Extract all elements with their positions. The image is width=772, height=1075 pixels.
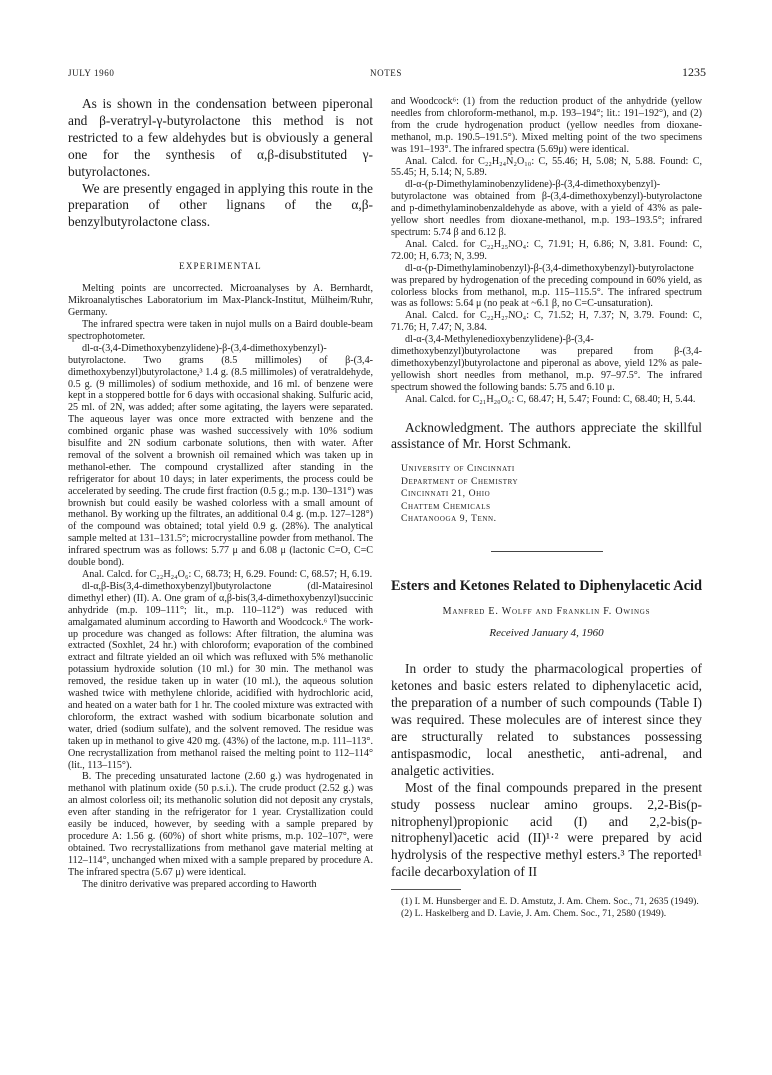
- footnote: (1) I. M. Hunsberger and E. D. Amstutz, J. Am. Chem. Soc., 71, 2635 (1949).: [401, 896, 699, 908]
- analysis-paragraph: Anal. Calcd. for C₂₂H₂₄N₂O₁₀: C, 55.46; H, 5.08; N, 5.88. Found: C, 55.45; H, 5.14; N, 5.89.: [391, 155, 702, 179]
- address-line: University of Cincinnati: [401, 463, 515, 475]
- experimental-paragraph: dl-α-(3,4-Dimethoxybenzylidene)-β-(3,4-dimethoxybenzyl)-butyrolactone. Two grams (8.5 millimoles) of β-(3,4-dimethoxybenzyl)butyrolactone,³ 1.4 g. (8.5 millimoles) of veratraldehyde, 0.5 g. (9 millimoles) of sodium methoxide, and 16 ml. of benzene were kept in a stoppered bottle for 6 days with occasional shaking. Sulfuric acid, 25 ml. of 2N, was added; after some agitating, the layers were separated. The aqueous layer was once more extracted with benzene and the combined organic phase was washed successively with 10% sodium bisulfite and 2N sodium carbonate solutions, then with water. After removal of the solvent a brownish oil remained which was taken up in methanol-ether. The compound crystallized after standing in the refrigerator for about 10 days; in later experiments, the process could be accelerated by seeding. The crude first fraction (0.5 g.; m.p. 130–131°) was brownish but could easily be washed colorless with a small amount of methanol. By working up the filtrates, an additional 0.4 g. (m.p. 127–128°) of the compound was obtained; total yield 0.9 g. (28%). The analytical sample melted at 131–131.5°; microcrystalline powder from methanol. The infrared spectrum was as follows: 5.77 μ and 6.08 μ (lactonic C=O, C=C double bond).: [68, 342, 373, 569]
- analysis-paragraph: Anal. Calcd. for C₂₁H₂₀O₆: C, 68.47; H, 5.47; Found: C, 68.40; H, 5.44.: [405, 393, 696, 405]
- affiliation-block: [391, 463, 702, 525]
- address-line: Chatanooga 9, Tenn.: [401, 513, 497, 524]
- experimental-paragraph: The infrared spectra were taken in nujol mulls on a Baird double-beam spectrophotometer.: [68, 318, 373, 342]
- experimental-paragraph: Melting points are uncorrected. Microanalyses by A. Bernhardt, Mikroanalytisches Laboratorium im Max-Planck-Institut, Mülheim/Ruhr, Germany.: [68, 283, 373, 319]
- left-column: [68, 96, 373, 890]
- experimental-paragraph: dl-α-(3,4-Methylenedioxybenzylidene)-β-(3,4-dimethoxybenzyl)butyrolactone was prepared from β-(3,4-dimethoxybenzyl)butyrolactone and piperonal as above, yield 12% as pale-yellowish short needles from methanol, m.p. 97–97.5°. The infrared spectrum showed the following bands: 5.75 and 6.10 μ.: [391, 334, 702, 393]
- address-line: Chattem Chemicals: [401, 500, 491, 512]
- footnote-divider: [391, 889, 461, 890]
- running-head-date: JULY 1960: [68, 68, 115, 78]
- experimental-paragraph: B. The preceding unsaturated lactone (2.60 g.) was hydrogenated in methanol with platinum oxide (50 p.s.i.). The crude product (2.52 g.) was an almost colorless oil; its methanolic solution did not deposit any crystals, even after standing in the refrigerator for 1 year. Crystallization could easily be induced, however, by seeding with a sample prepared by procedure A: 1.56 g. (60%) of short white prisms, m.p. 102–107°, were obtained. Two recrystallizations from methanol gave material melting at 112–114°, unchanged when mixed with a sample prepared by procedure A. The infrared spectra (5.67 μ) were identical.: [68, 771, 373, 878]
- running-head-section: NOTES: [370, 68, 402, 78]
- experimental-paragraph: dl-α,β-Bis(3,4-dimethoxybenzyl)butyrolactone (dl-Matairesinol dimethyl ether) (II). A. One gram of α,β-bis(3,4-dimethoxybenzyl)succinic anhydride (m.p. 109–111°; lit., m.p. 110–112°) was reduced with amalgamated aluminum according to Haworth and Woodcock.⁶ The work-up procedure was changed as follows: After filtration, the alumina was extracted (Soxhlet, 24 hr.) with chloroform; evaporation of the combined extract and filtrate yielded an oil which was refluxed with 5% methanolic potassium hydroxide solution (10 ml.) for 30 min. The methanol was removed, the residue taken up in water (10 ml.), the aqueous solution washed twice with methylene chloride, acidified with hydrochloric acid, and heated on a water bath for 1 hr. The cooled mixture was extracted with chloroform, the extract washed with sodium bicarbonate solution and water, dried (sodium sulfate), and the solvent removed. The residue was taken up in methanol to give 420 mg. (43%) of the lactone, m.p. 111–113°. One recrystallization from methanol raised the melting point to 112–114° (lit., 113–115°).: [68, 580, 373, 771]
- page-number: 1235: [682, 65, 706, 79]
- experimental-paragraph: dl-α-(p-Dimethylaminobenzyl)-β-(3,4-dimethoxybenzyl)-butyrolactone was prepared by hydrogenation of the preceding compound in 60% yield, as colorless blocks from methanol, m.p. 115–115.5°. The infrared spectrum was as follows: 5.64 μ (no peak at ~6.1 β, no C=C-unsaturation).: [391, 262, 702, 310]
- footnote: (2) L. Haskelberg and D. Lavie, J. Am. Chem. Soc., 71, 2580 (1949).: [401, 907, 667, 919]
- body-paragraph: In order to study the pharmacological properties of ketones and basic esters related to diphenylacetic acid, the preparation of a number of such compounds (Table I) was required. These molecules are of interest since they are structurally related to substances possessing antispasmodic, local anesthetic, anti-adrenal, and analgetic activities.: [391, 661, 702, 778]
- article-title: Esters and Ketones Related to Diphenylacetic Acid: [391, 578, 702, 595]
- lead-paragraph: We are presently engaged in applying this route in the preparation of other lignans of the α,β-benzylbutyrolactone class.: [68, 180, 373, 230]
- body-paragraph: Most of the final compounds prepared in the present study possess nuclear amino groups. 2,2-Bis(p-nitrophenyl)propionic acid (I) and 2,2-bis(p-nitrophenyl)acetic acid (II)¹·² were prepared by acid hydrolysis of the respective methyl esters.³ The reported¹ facile decarboxylation of II: [391, 779, 702, 880]
- address-line: Cincinnati 21, Ohio: [401, 488, 491, 500]
- experimental-paragraph: dl-α-(p-Dimethylaminobenzylidene)-β-(3,4-dimethoxybenzyl)-butyrolactone was obtained from β-(3,4-dimethoxybenzyl)-butyrolactone and p-dimethylaminobenzaldehyde as above, with a yield of 43% as pale-yellow short needles from dioxane-methanol, m.p. 193–193.5°; infrared spectrum: 5.74 β and 6.12 β.: [391, 179, 702, 238]
- analysis-paragraph: Anal. Calcd. for C₂₂H₂₇NO₄: C, 71.52; H, 7.37; N, 3.79. Found: C, 71.76; H, 7.47; N, 3.84.: [391, 310, 702, 334]
- article-authors: Manfred E. Wolff and Franklin F. Owings: [442, 606, 651, 618]
- section-divider: [491, 551, 603, 552]
- experimental-paragraph: The dinitro derivative was prepared according to Haworth: [82, 878, 317, 890]
- experimental-paragraph: and Woodcock⁶: (1) from the reduction product of the anhydride (yellow needles from chloroform-methanol, m.p. 193–194°; lit.: 191–192°), and (2) from the crude hydrogenation product (yellow needles from dioxane-methanol, m.p. 190.5–191.5°). Mixed melting point of the two specimens was 191–193°. The infrared spectra (5.69μ) were identical.: [391, 96, 702, 155]
- acknowledgment: Acknowledgment. The authors appreciate the skillful assistance of Mr. Horst Schmank.: [391, 419, 702, 452]
- analysis-paragraph: Anal. Calcd. for C₂₂H₂₅NO₄: C, 71.91; H, 6.86; N, 3.81. Found: C, 72.00; H, 6.73; N, 3.99.: [391, 238, 702, 262]
- section-heading: EXPERIMENTAL: [179, 261, 262, 272]
- lead-paragraph: As is shown in the condensation between piperonal and β-veratryl-γ-butyrolactone this method is not restricted to a few aldehydes but is obviously a general one for the synthesis of α,β-disubstituted γ-butyrolactones.: [68, 96, 373, 179]
- received-date: Received January 4, 1960: [489, 627, 604, 640]
- address-line: Department of Chemistry: [401, 475, 519, 487]
- right-column: [391, 96, 702, 919]
- analysis-paragraph: Anal. Calcd. for C₂₂H₂₄O₆: C, 68.73; H, 6.29. Found: C, 68.57; H, 6.19.: [82, 569, 373, 580]
